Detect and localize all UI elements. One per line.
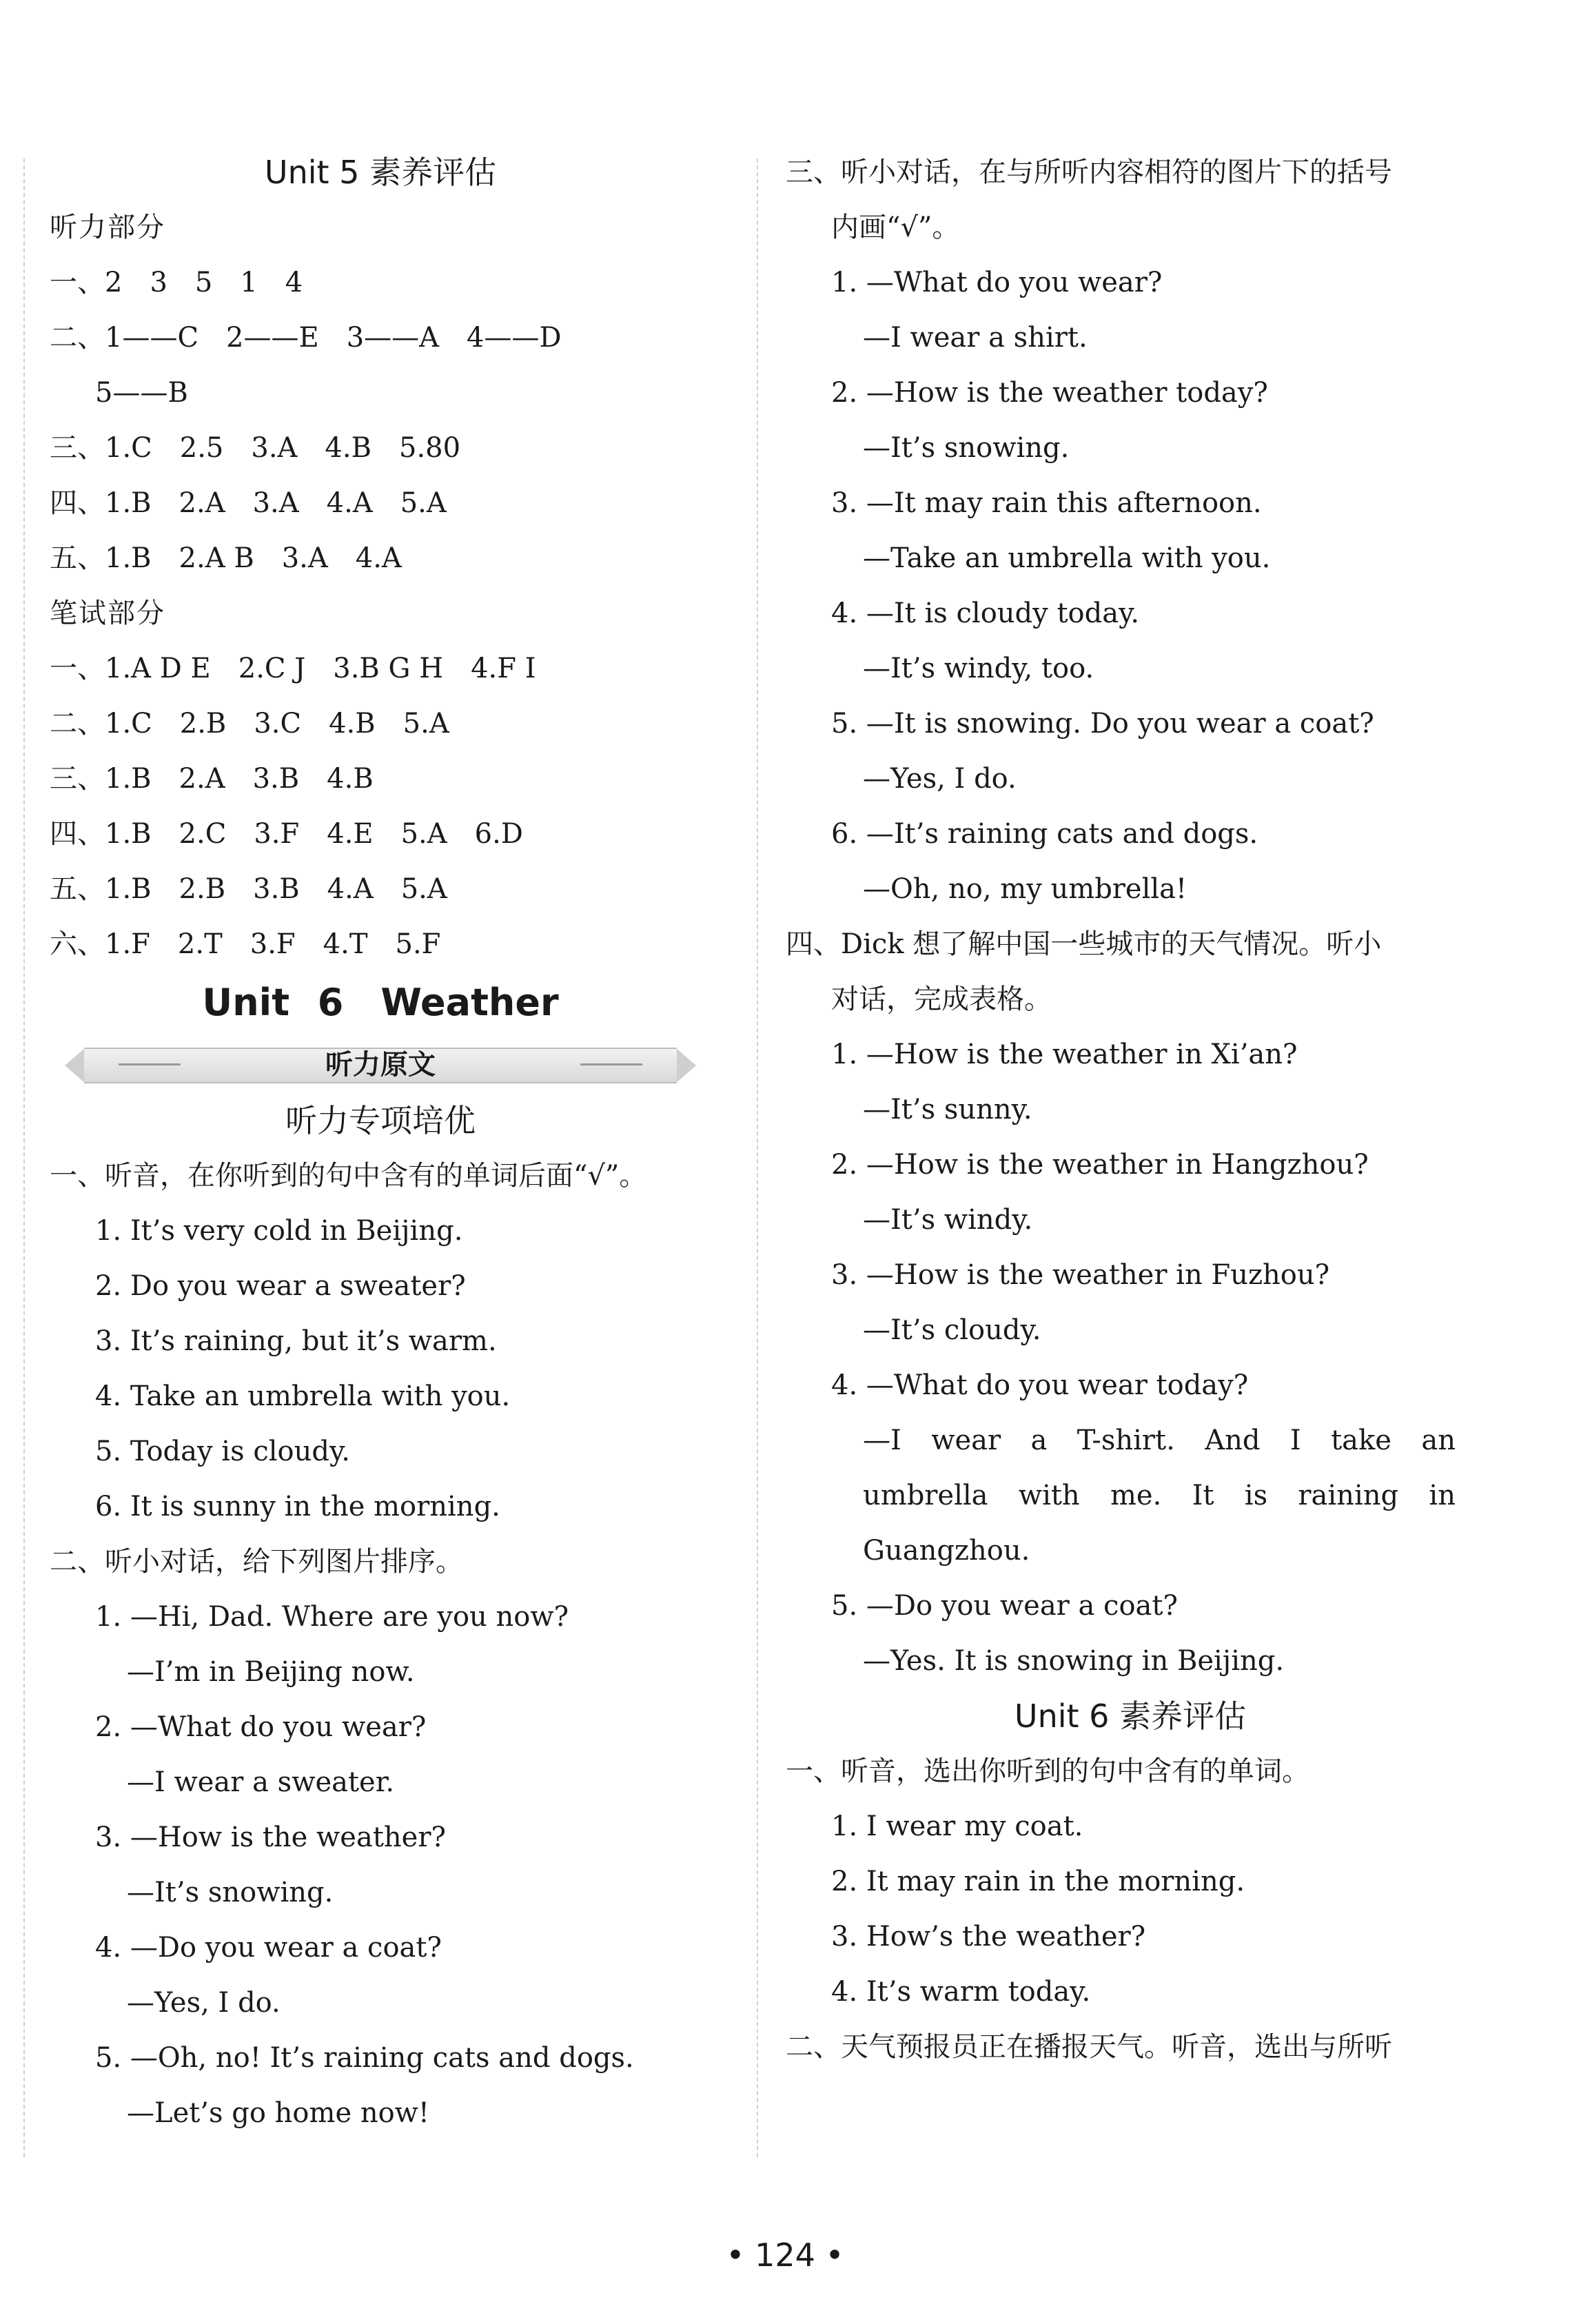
dialogue-line: 2. —How is the weather today? — [831, 377, 1268, 409]
dialogue-line: —Yes. It is snowing in Beijing. — [863, 1645, 1285, 1677]
answer-line: 五、1.B 2.A B 3.A 4.A — [50, 542, 402, 574]
dialogue-line: 1. —Hi, Dad. Where are you now? — [95, 1601, 569, 1633]
listening-script-banner — [50, 1037, 711, 1092]
dialogue-line: —It’s sunny. — [863, 1094, 1032, 1125]
dialogue-line: —Yes, I do. — [863, 763, 1017, 795]
word: take — [1331, 1425, 1391, 1456]
answer-line: 四、1.B 2.C 3.F 4.E 5.A 6.D — [50, 818, 523, 850]
banner-label: 听力原文 — [325, 1049, 436, 1081]
word: me. — [1110, 1480, 1162, 1511]
answer-line: 三、1.C 2.5 3.A 4.B 5.80 — [50, 432, 461, 464]
word: —I — [863, 1425, 901, 1456]
list-item: 4. Take an umbrella with you. — [95, 1380, 511, 1412]
dialogue-line: 3. —How is the weather in Fuzhou? — [831, 1259, 1330, 1291]
dialogue-line: 2. —What do you wear? — [95, 1711, 427, 1743]
dialogue-line: —I wear a sweater. — [127, 1766, 395, 1798]
page-number: • 124 • — [726, 2236, 844, 2274]
dialogue-line: 4. —What do you wear today? — [831, 1369, 1249, 1401]
dialogue-line: 5. —Do you wear a coat? — [831, 1590, 1178, 1622]
unit6-eval-title: Unit 6 素养评估 — [1014, 1698, 1247, 1735]
section-instruction: 三、听小对话，在与所听内容相符的图片下的括号 — [786, 156, 1392, 188]
left-column — [50, 145, 711, 2141]
dialogue-line: —Yes, I do. — [127, 1987, 281, 2019]
word: It — [1192, 1480, 1214, 1511]
dialogue-line: 1. —How is the weather in Xi’an? — [831, 1039, 1298, 1070]
section-instruction: 四、Dick 想了解中国一些城市的天气情况。听小 — [786, 928, 1382, 960]
justified-words — [863, 1413, 1456, 1468]
word: I — [1289, 1425, 1301, 1456]
special-training-title: 听力专项培优 — [285, 1102, 476, 1139]
dialogue-line: —It’s snowing. — [127, 1877, 334, 1908]
word: wear — [931, 1425, 1001, 1456]
list-item: 5. Today is cloudy. — [95, 1436, 350, 1467]
word: is — [1244, 1480, 1268, 1511]
answer-line: 一、1.A D E 2.C J 3.B G H 4.F I — [50, 653, 536, 684]
word: with — [1018, 1480, 1080, 1511]
list-item: 4. It’s warm today. — [831, 1976, 1091, 2008]
answer-line: 三、1.B 2.A 3.B 4.B — [50, 763, 374, 795]
dialogue-line: —It’s snowing. — [863, 432, 1070, 464]
list-item: 2. It may rain in the morning. — [831, 1866, 1245, 1897]
word: in — [1429, 1480, 1456, 1511]
answer-line: 五、1.B 2.B 3.B 4.A 5.A — [50, 873, 447, 905]
dialogue-line: 2. —How is the weather in Hangzhou? — [831, 1149, 1369, 1181]
word: a — [1030, 1425, 1048, 1456]
dialogue-line: —Oh, no, my umbrella! — [863, 873, 1187, 905]
left-margin-rule — [23, 159, 25, 2157]
word: umbrella — [863, 1480, 988, 1511]
dialogue-line: —It’s windy, too. — [863, 653, 1094, 684]
word: T-shirt. — [1077, 1425, 1175, 1456]
list-item: 1. I wear my coat. — [831, 1811, 1083, 1842]
listening-header: 听力部分 — [50, 212, 165, 243]
answer-line: 四、1.B 2.A 3.A 4.A 5.A — [50, 487, 447, 519]
unit5-eval-title: Unit 5 素养评估 — [264, 154, 497, 191]
dialogue-line: 3. —It may rain this afternoon. — [831, 487, 1262, 519]
dialogue-line: —It’s cloudy. — [863, 1314, 1041, 1346]
section-instruction-cont: 内画“√”。 — [831, 212, 960, 243]
justified-words — [863, 1468, 1456, 1523]
answer-line: 5——B — [95, 377, 188, 409]
list-item: 6. It is sunny in the morning. — [95, 1491, 500, 1522]
justified-dialogue-line — [786, 1413, 1475, 1468]
justified-dialogue-line — [786, 1468, 1475, 1523]
answer-line: 六、1.F 2.T 3.F 4.T 5.F — [50, 928, 441, 960]
dialogue-line: 4. —Do you wear a coat? — [95, 1932, 442, 1964]
section-instruction: 一、听音，选出你听到的句中含有的单词。 — [786, 1755, 1309, 1787]
dialogue-line: —Take an umbrella with you. — [863, 542, 1271, 574]
answer-line: 二、1.C 2.B 3.C 4.B 5.A — [50, 708, 449, 740]
written-header: 笔试部分 — [50, 598, 165, 629]
list-item: 1. It’s very cold in Beijing. — [95, 1215, 463, 1247]
section-instruction: 一、听音，在你听到的句中含有的单词后面“√”。 — [50, 1160, 647, 1192]
unit6-title: Unit 6 Weather — [202, 981, 559, 1024]
dialogue-line: 5. —It is snowing. Do you wear a coat? — [831, 708, 1374, 740]
dialogue-line: 1. —What do you wear? — [831, 267, 1163, 298]
dialogue-line: —Let’s go home now! — [127, 2097, 429, 2129]
list-item: 3. It’s raining, but it’s warm. — [95, 1325, 497, 1357]
right-column — [786, 145, 1475, 2075]
column-divider — [757, 159, 758, 2157]
answer-line: 一、2 3 5 1 4 — [50, 267, 303, 298]
section-instruction: 二、天气预报员正在播报天气。听音，选出与所听 — [786, 2031, 1392, 2063]
dialogue-line: Guangzhou. — [863, 1535, 1030, 1567]
dialogue-line: —It’s windy. — [863, 1204, 1033, 1236]
dialogue-line: 4. —It is cloudy today. — [831, 598, 1140, 629]
word: raining — [1298, 1480, 1399, 1511]
section-instruction-cont: 对话，完成表格。 — [831, 983, 1052, 1015]
word: an — [1421, 1425, 1456, 1456]
list-item: 3. How’s the weather? — [831, 1921, 1146, 1953]
word: And — [1205, 1425, 1261, 1456]
list-item: 2. Do you wear a sweater? — [95, 1270, 466, 1302]
dialogue-line: 3. —How is the weather? — [95, 1822, 446, 1853]
dialogue-line: —I wear a shirt. — [863, 322, 1088, 354]
dialogue-line: 6. —It’s raining cats and dogs. — [831, 818, 1258, 850]
dialogue-line: 5. —Oh, no! It’s raining cats and dogs. — [95, 2042, 634, 2074]
section-instruction: 二、听小对话，给下列图片排序。 — [50, 1546, 463, 1578]
answer-line: 二、1——C 2——E 3——A 4——D — [50, 322, 562, 354]
dialogue-line: —I’m in Beijing now. — [127, 1656, 415, 1688]
